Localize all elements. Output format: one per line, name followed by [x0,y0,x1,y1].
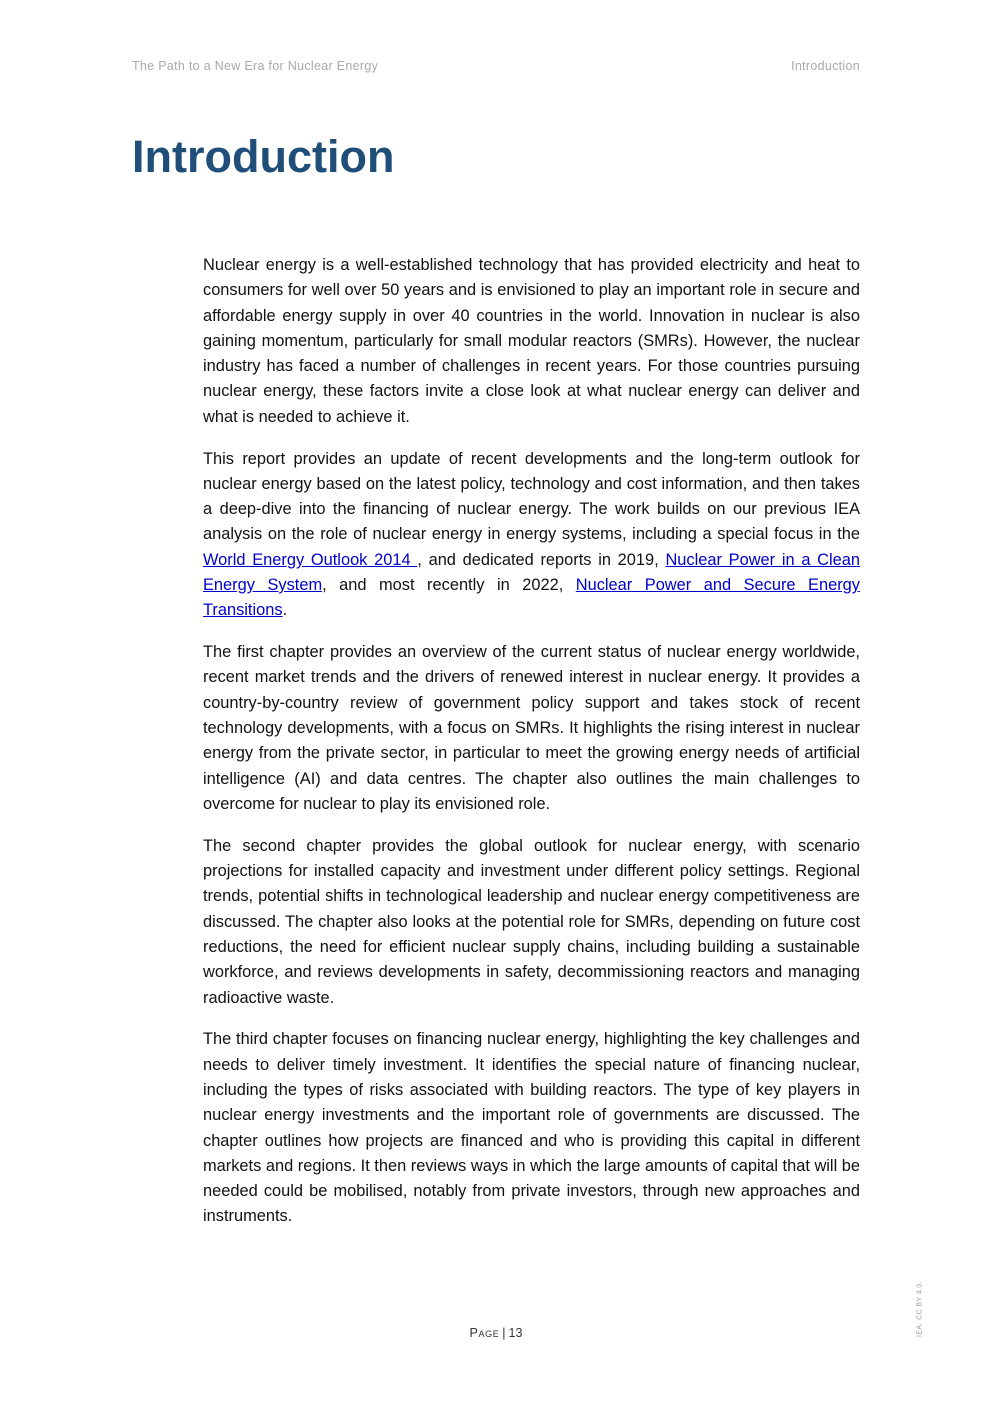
license-text: IEA. CC BY 4.0. [916,1280,924,1338]
paragraph-2-text-a: This report provides an update of recent developments and the long-term outlook for nuclear energy based on the latest policy, technology and cost information, and then takes a deep-dive into the financing of nuclear energy. The work builds on our previous IEA analysis on the role of nuclear energy in energy systems, including a special focus in the [203,449,860,544]
paragraph-2-text-d: . [282,601,288,620]
page-label: Page [469,1326,500,1340]
body-text [203,253,860,1246]
paragraph-3: The first chapter provides an overview of the current status of nuclear energy worldwide, recent market trends and the drivers of renewed interest in nuclear energy. It provides a country-by-country review of government policy support and takes stock of recent technology developments, with a focus on SMRs. It highlights the rising interest in nuclear energy from the private sector, in particular to meet the growing energy needs of artificial intelligence (AI) and data centres. The chapter also outlines the main challenges to overcome for nuclear to play its envisioned role. [203,643,860,813]
page-title: Introduction [132,131,395,182]
section-name-header: Introduction [791,59,860,73]
paragraph-4: The second chapter provides the global outlook for nuclear energy, with scenario projections for installed capacity and investment under different policy settings. Regional trends, potential shifts in technological leadership and nuclear energy competitiveness are discussed. The chapter also looks at the potential role for SMRs, depending on future cost reductions, the need for efficient nuclear supply chains, including building a sustainable workforce, and reviews developments in safety, decommissioning reactors and managing radioactive waste. [203,836,860,1007]
page-number: 13 [508,1326,523,1340]
page-footer [0,1326,992,1340]
license-note [907,1278,933,1340]
paragraph-2-text-c: , and most recently in 2022, [322,576,576,595]
running-header [132,59,860,75]
link-nuclear-power-clean-energy-system[interactable]: Nuclear Power in a Clean Energy System [203,550,860,595]
link-world-energy-outlook-2014[interactable]: World Energy Outlook 2014 [203,550,418,569]
page-separator: | [502,1326,506,1340]
report-title-header: The Path to a New Era for Nuclear Energy [132,59,379,73]
paragraph-2 [203,447,860,624]
paragraph-5: The third chapter focuses on financing nuclear energy, highlighting the key challenges and needs to deliver timely investment. It identifies the special nature of financing nuclear, including the types of risks associated with building reactors. The type of key players in nuclear energy investments and the important role of governments are discussed. The chapter outlines how projects are financed and who is providing this capital in different markets and regions. It then reviews ways in which the large amounts of capital that will be needed could be mobilised, notably from private investors, through new approaches and instruments. [203,1030,860,1226]
link-nuclear-power-secure-energy-transitions[interactable]: Nuclear Power and Secure Energy Transitions [203,576,860,620]
paragraph-1: Nuclear energy is a well-established technology that has provided electricity and heat to consumers for well over 50 years and is envisioned to play an important role in secure and affordable energy supply in over 40 countries in the world. Innovation in nuclear is also gaining momentum, particularly for small modular reactors (SMRs). However, the nuclear industry has faced a number of challenges in recent years. For those countries pursuing nuclear energy, these factors invite a close look at what nuclear energy can deliver and what is needed to achieve it. [203,256,860,426]
paragraph-2-text-b: , and dedicated reports in 2019, [417,550,666,569]
